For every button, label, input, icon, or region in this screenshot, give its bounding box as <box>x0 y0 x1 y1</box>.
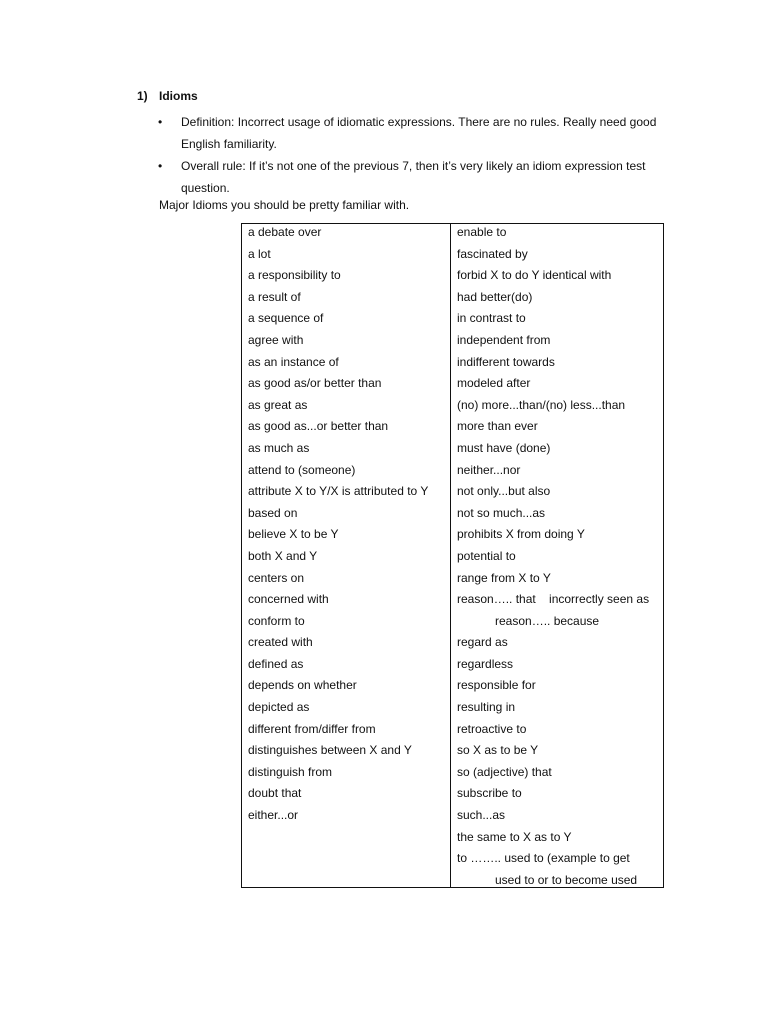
idiom-item: doubt that <box>248 786 302 801</box>
idiom-item: different from/differ from <box>248 721 376 736</box>
idiom-item: a debate over <box>248 225 322 239</box>
idiom-item: reason….. that incorrectly seen as <box>457 592 650 607</box>
idiom-item: resulting in <box>457 700 516 715</box>
idiom-item: regard as <box>457 635 508 650</box>
idiom-item: to …….. used to (example to get <box>457 851 630 866</box>
idiom-item: based on <box>248 505 298 520</box>
idiom-item: enable to <box>457 225 507 239</box>
intro-text: Major Idioms you should be pretty familiar with. <box>159 198 410 212</box>
idiom-item: depicted as <box>248 700 310 715</box>
section-number: 1) <box>137 89 148 103</box>
idiom-item-continuation: used to or to become used <box>495 872 638 887</box>
idiom-item: regardless <box>457 656 514 671</box>
idiom-item: subscribe to <box>457 786 522 801</box>
idiom-item: distinguish from <box>248 764 333 779</box>
bullet-item <box>158 111 658 155</box>
idiom-item: range from X to Y <box>457 570 551 585</box>
idiom-item: a result of <box>248 289 301 304</box>
idiom-item: both X and Y <box>248 548 318 563</box>
idiom-item: retroactive to <box>457 721 527 736</box>
idiom-item: so X as to be Y <box>457 743 539 758</box>
idiom-item: defined as <box>248 656 304 671</box>
idiom-item: depends on whether <box>248 678 357 693</box>
bullet-icon: • <box>158 159 163 173</box>
section-heading <box>137 89 198 103</box>
idiom-item: responsible for <box>457 678 536 693</box>
idiom-item: (no) more...than/(no) less...than <box>457 397 626 412</box>
idiom-item: fascinated by <box>457 246 528 261</box>
idiom-item: potential to <box>457 548 516 563</box>
idiom-item: not so much...as <box>457 505 546 520</box>
bullet-text: Overall rule: If it’s not one of the previous 7, then it’s very likely an idiom expression test question. <box>181 159 646 195</box>
idiom-item: concerned with <box>248 592 329 607</box>
idiom-item: a responsibility to <box>248 268 341 283</box>
idiom-item: as great as <box>248 397 308 412</box>
idiom-item: centers on <box>248 570 305 585</box>
bullet-list <box>158 111 658 199</box>
idiom-item: conform to <box>248 613 305 628</box>
idiom-item: as much as <box>248 440 310 455</box>
idiom-item: more than ever <box>457 419 538 434</box>
idiom-column-right <box>451 224 663 887</box>
idiom-item: the same to X as to Y <box>457 829 572 844</box>
idiom-item: as an instance of <box>248 354 339 369</box>
idiom-item: prohibits X from doing Y <box>457 527 585 542</box>
idiom-item: distinguishes between X and Y <box>248 743 412 758</box>
idiom-item: independent from <box>457 332 551 347</box>
bullet-item <box>158 155 658 199</box>
idiom-item: as good as...or better than <box>248 419 389 434</box>
idiom-item: a lot <box>248 246 271 261</box>
idiom-item: created with <box>248 635 313 650</box>
idiom-item: as good as/or better than <box>248 376 382 391</box>
idiom-item: a sequence of <box>248 311 324 326</box>
bullet-icon: • <box>158 115 163 129</box>
idiom-item: attend to (someone) <box>248 462 356 477</box>
idiom-column-left <box>242 224 451 887</box>
idiom-item: indifferent towards <box>457 354 555 369</box>
idiom-item: either...or <box>248 808 299 823</box>
idiom-item: such...as <box>457 808 506 823</box>
section-title: Idioms <box>159 89 198 103</box>
idiom-item: had better(do) <box>457 289 533 304</box>
idiom-item: not only...but also <box>457 484 551 499</box>
idiom-item: neither...nor <box>457 462 521 477</box>
idiom-item: forbid X to do Y identical with <box>457 268 612 283</box>
idiom-item: modeled after <box>457 376 531 391</box>
bullet-text: Definition: Incorrect usage of idiomatic expressions. There are no rules. Really need good English familiarity. <box>181 115 657 151</box>
idiom-item: attribute X to Y/X is attributed to Y <box>248 484 429 499</box>
idiom-item: so (adjective) that <box>457 764 552 779</box>
idiom-item: must have (done) <box>457 440 551 455</box>
idiom-item-continuation: reason….. because <box>495 613 600 628</box>
idiom-table <box>241 223 664 888</box>
idiom-item: in contrast to <box>457 311 526 326</box>
idiom-item: believe X to be Y <box>248 527 339 542</box>
idiom-item: agree with <box>248 332 304 347</box>
